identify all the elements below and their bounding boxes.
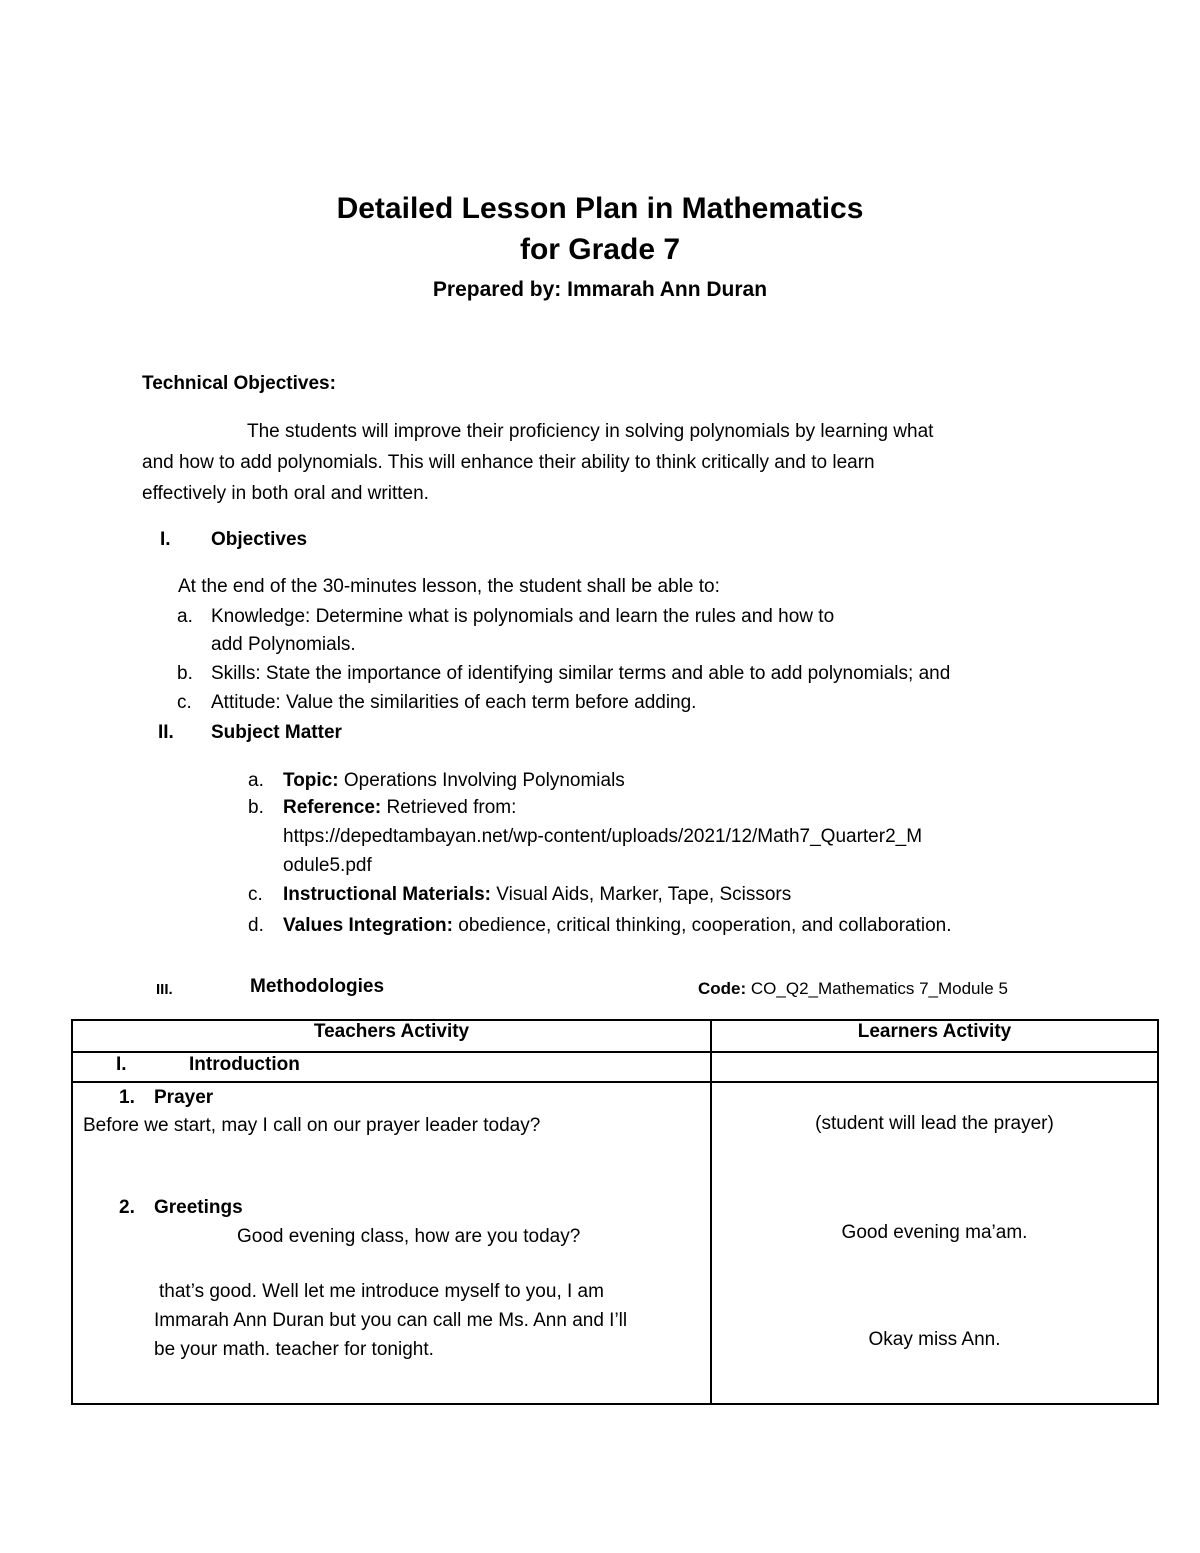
activity-table xyxy=(71,1019,1159,1405)
objective-knowledge-line-2: add Polynomials. xyxy=(211,634,356,655)
greetings-learner-text: Good evening ma’am. xyxy=(841,1222,1028,1243)
objectives-heading: Objectives xyxy=(211,529,308,550)
objective-marker-c: c. xyxy=(177,692,192,713)
methodologies-numeral: III. xyxy=(156,981,173,998)
document-title: Detailed Lesson Plan in Mathematics xyxy=(336,192,864,225)
learner-activity-cell xyxy=(711,1082,1158,1404)
learners-activity-header: Learners Activity xyxy=(711,1020,1158,1052)
introduction-section-row xyxy=(72,1052,1158,1082)
subject-matter-numeral: II. xyxy=(158,722,174,743)
subject-reference-url-line-2: odule5.pdf xyxy=(283,855,372,876)
subject-topic: Topic: Operations Involving Polynomials xyxy=(283,770,625,791)
objective-marker-a: a. xyxy=(177,606,193,627)
subject-instructional-materials: Instructional Materials: Visual Aids, Marker, Tape, Scissors xyxy=(283,884,792,905)
prayer-learner-text: (student will lead the prayer) xyxy=(815,1113,1054,1134)
introduction-content-row xyxy=(72,1082,1158,1404)
prayer-title: Prayer xyxy=(154,1087,214,1108)
subject-marker-b: b. xyxy=(248,797,264,818)
objective-attitude: Attitude: Value the similarities of each term before adding. xyxy=(211,692,697,713)
objective-marker-b: b. xyxy=(177,663,193,684)
prayer-teacher-text: Before we start, may I call on our prayer leader today? xyxy=(83,1115,541,1136)
table-header-row xyxy=(72,1020,1158,1052)
objectives-intro: At the end of the 30-minutes lesson, the student shall be able to: xyxy=(178,576,720,597)
greetings-title: Greetings xyxy=(154,1197,243,1218)
subject-marker-a: a. xyxy=(248,770,264,791)
teacher-activity-cell xyxy=(72,1082,711,1404)
methodologies-heading: Methodologies xyxy=(250,976,385,997)
subject-marker-d: d. xyxy=(248,915,264,936)
technical-objectives-line-1: The students will improve their proficiency in solving polynomials by learning what xyxy=(247,421,934,442)
intro-learner-text: Okay miss Ann. xyxy=(868,1329,1001,1350)
introduction-title: Introduction xyxy=(189,1054,300,1075)
prayer-number: 1. xyxy=(119,1087,135,1108)
document-subtitle: for Grade 7 xyxy=(519,233,681,266)
technical-objectives-heading: Technical Objectives: xyxy=(142,373,336,394)
greetings-number: 2. xyxy=(119,1197,135,1218)
greetings-teacher-text: Good evening class, how are you today? xyxy=(237,1226,581,1247)
introduction-numeral: I. xyxy=(116,1054,127,1075)
technical-objectives-line-3: effectively in both oral and written. xyxy=(142,483,429,504)
module-code: Code: CO_Q2_Mathematics 7_Module 5 xyxy=(698,979,1008,998)
subject-values-integration: Values Integration: obedience, critical thinking, cooperation, and collaboration. xyxy=(283,915,952,936)
subject-marker-c: c. xyxy=(248,884,263,905)
intro-teacher-line-2: Immarah Ann Duran but you can call me Ms. Ann and I’ll xyxy=(154,1310,628,1331)
objective-knowledge-line-1: Knowledge: Determine what is polynomials and learn the rules and how to xyxy=(211,606,835,627)
intro-teacher-line-1: that’s good. Well let me introduce myself to you, I am xyxy=(159,1281,604,1302)
technical-objectives-line-2: and how to add polynomials. This will enhance their ability to think critically and to learn xyxy=(142,452,875,473)
objectives-numeral: I. xyxy=(160,529,171,550)
objective-skills: Skills: State the importance of identifying similar terms and able to add polynomials; and xyxy=(211,663,951,684)
introduction-section-cell xyxy=(72,1052,711,1082)
teachers-activity-header: Teachers Activity xyxy=(72,1020,711,1052)
introduction-section-empty-cell xyxy=(711,1052,1158,1082)
subject-reference-url-line-1: https://depedtambayan.net/wp-content/uploads/2021/12/Math7_Quarter2_M xyxy=(283,826,923,847)
prepared-by: Prepared by: Immarah Ann Duran xyxy=(432,278,768,301)
subject-reference: Reference: Retrieved from: xyxy=(283,797,517,818)
intro-teacher-line-3: be your math. teacher for tonight. xyxy=(154,1339,434,1360)
subject-matter-heading: Subject Matter xyxy=(211,722,342,743)
